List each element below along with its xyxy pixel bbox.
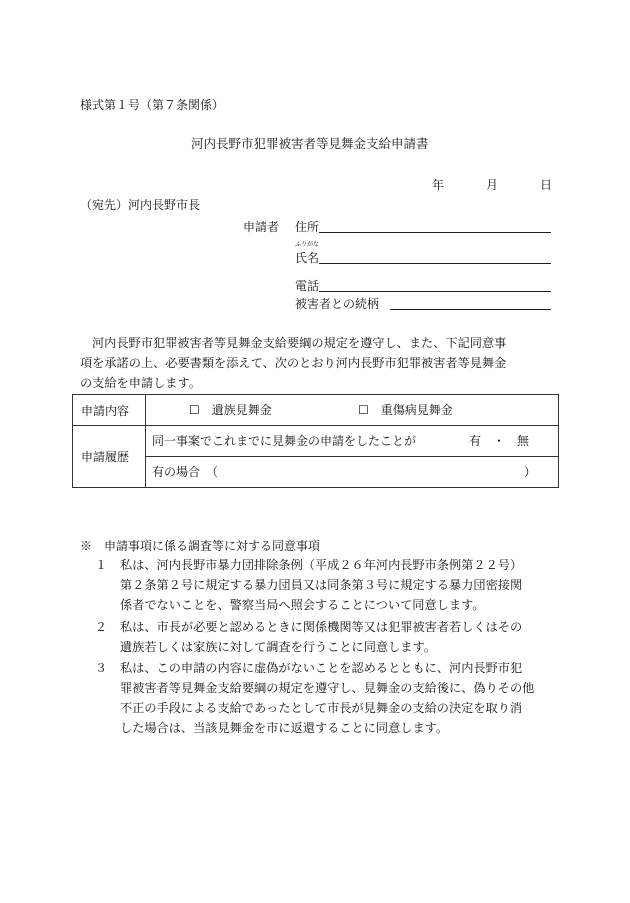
intro-line: の支給を申請します。 [80,376,201,390]
consent-item-3 [120,658,560,738]
consent-line: 第２条第２号に規定する暴力団員又は同条第３号に規定する暴力団密接関 [120,578,523,592]
history-yes-no[interactable]: 有 ・ 無 [469,434,530,448]
intro-line: 河内長野市犯罪被害者等見舞金支給要綱の規定を遵守し、また、下記同意事 [92,336,507,350]
content-options-cell [146,395,559,426]
consent-line: 係者でないことを、警察当局へ照会することについて同意します。 [120,598,485,612]
history-detail-cell [146,457,559,488]
consent-line: 私は、市長が必要と認めるときに関係機関等又は犯罪被害者若しくはその [120,620,523,634]
phone-label: 電話 [295,279,320,293]
consent-header: ※ 申請事項に係る調査等に対する同意事項 [80,539,321,553]
form-title: 河内長野市犯罪被害者等見舞金支給申請書 [191,136,429,151]
content-label: 申請内容 [73,395,146,426]
consent-line: 遺族若しくは家族に対して調査を行うことに同意します。 [120,640,436,654]
consent-line: 私は、この申請の内容に虚偽がないことを認めるとともに、河内長野市犯 [120,661,523,675]
history-label: 申請履歴 [73,426,146,488]
consent-line: 不正の手段による支給であったとして市長が見舞金の支給の決定を取り消 [120,701,523,715]
date-day-label: 日 [540,178,553,192]
relation-label: 被害者との続柄 [295,297,380,311]
consent-item-1 [120,555,560,615]
name-field[interactable] [319,263,551,264]
form-number: 様式第１号（第７条関係） [80,98,225,112]
if-yes-close: ） [524,465,537,479]
relation-field[interactable] [390,309,551,310]
consent-line: した場合は、当該見舞金を市に返還することに同意します。 [120,721,449,735]
address-field[interactable] [319,232,551,233]
intro-paragraph [80,333,560,393]
date-year-label: 年 [432,178,445,192]
consent-line: 罪被害者等見舞金支給要綱の規定を遵守し、見舞金の支給後に、偽りその他 [120,681,535,695]
addressee: （宛先）河内長野市長 [80,198,201,212]
date-month-label: 月 [486,178,499,192]
table-row [73,457,559,488]
consent-line: 私は、河内長野市暴力団排除条例（平成２６年河内長野市条例第２２号） [120,558,523,572]
intro-line: 項を承諾の上、必要書類を添えて、次のとおり河内長野市犯罪被害者等見舞金 [80,356,507,370]
consent-num: １ [95,558,108,572]
consent-num: ２ [95,620,108,634]
application-table [72,394,559,488]
consent-num: ３ [95,661,108,675]
address-label: 住所 [295,220,320,234]
if-yes-label: 有の場合 （ [152,465,219,479]
table-row [73,395,559,426]
applicant-label: 申請者 [243,220,280,234]
history-question: 同一事案でこれまでに見舞金の申請をしたことが [152,434,417,448]
consent-item-2 [120,617,560,657]
table-row [73,426,559,457]
furigana-label: ふりがな [295,241,320,248]
phone-field[interactable] [319,291,551,292]
option-bereaved-checkbox[interactable]: ☐ 遺族見舞金 [189,403,272,417]
option-injury-checkbox[interactable]: ☐ 重傷病見舞金 [358,403,453,417]
name-label: 氏名 [295,251,320,265]
history-question-cell [146,426,559,457]
